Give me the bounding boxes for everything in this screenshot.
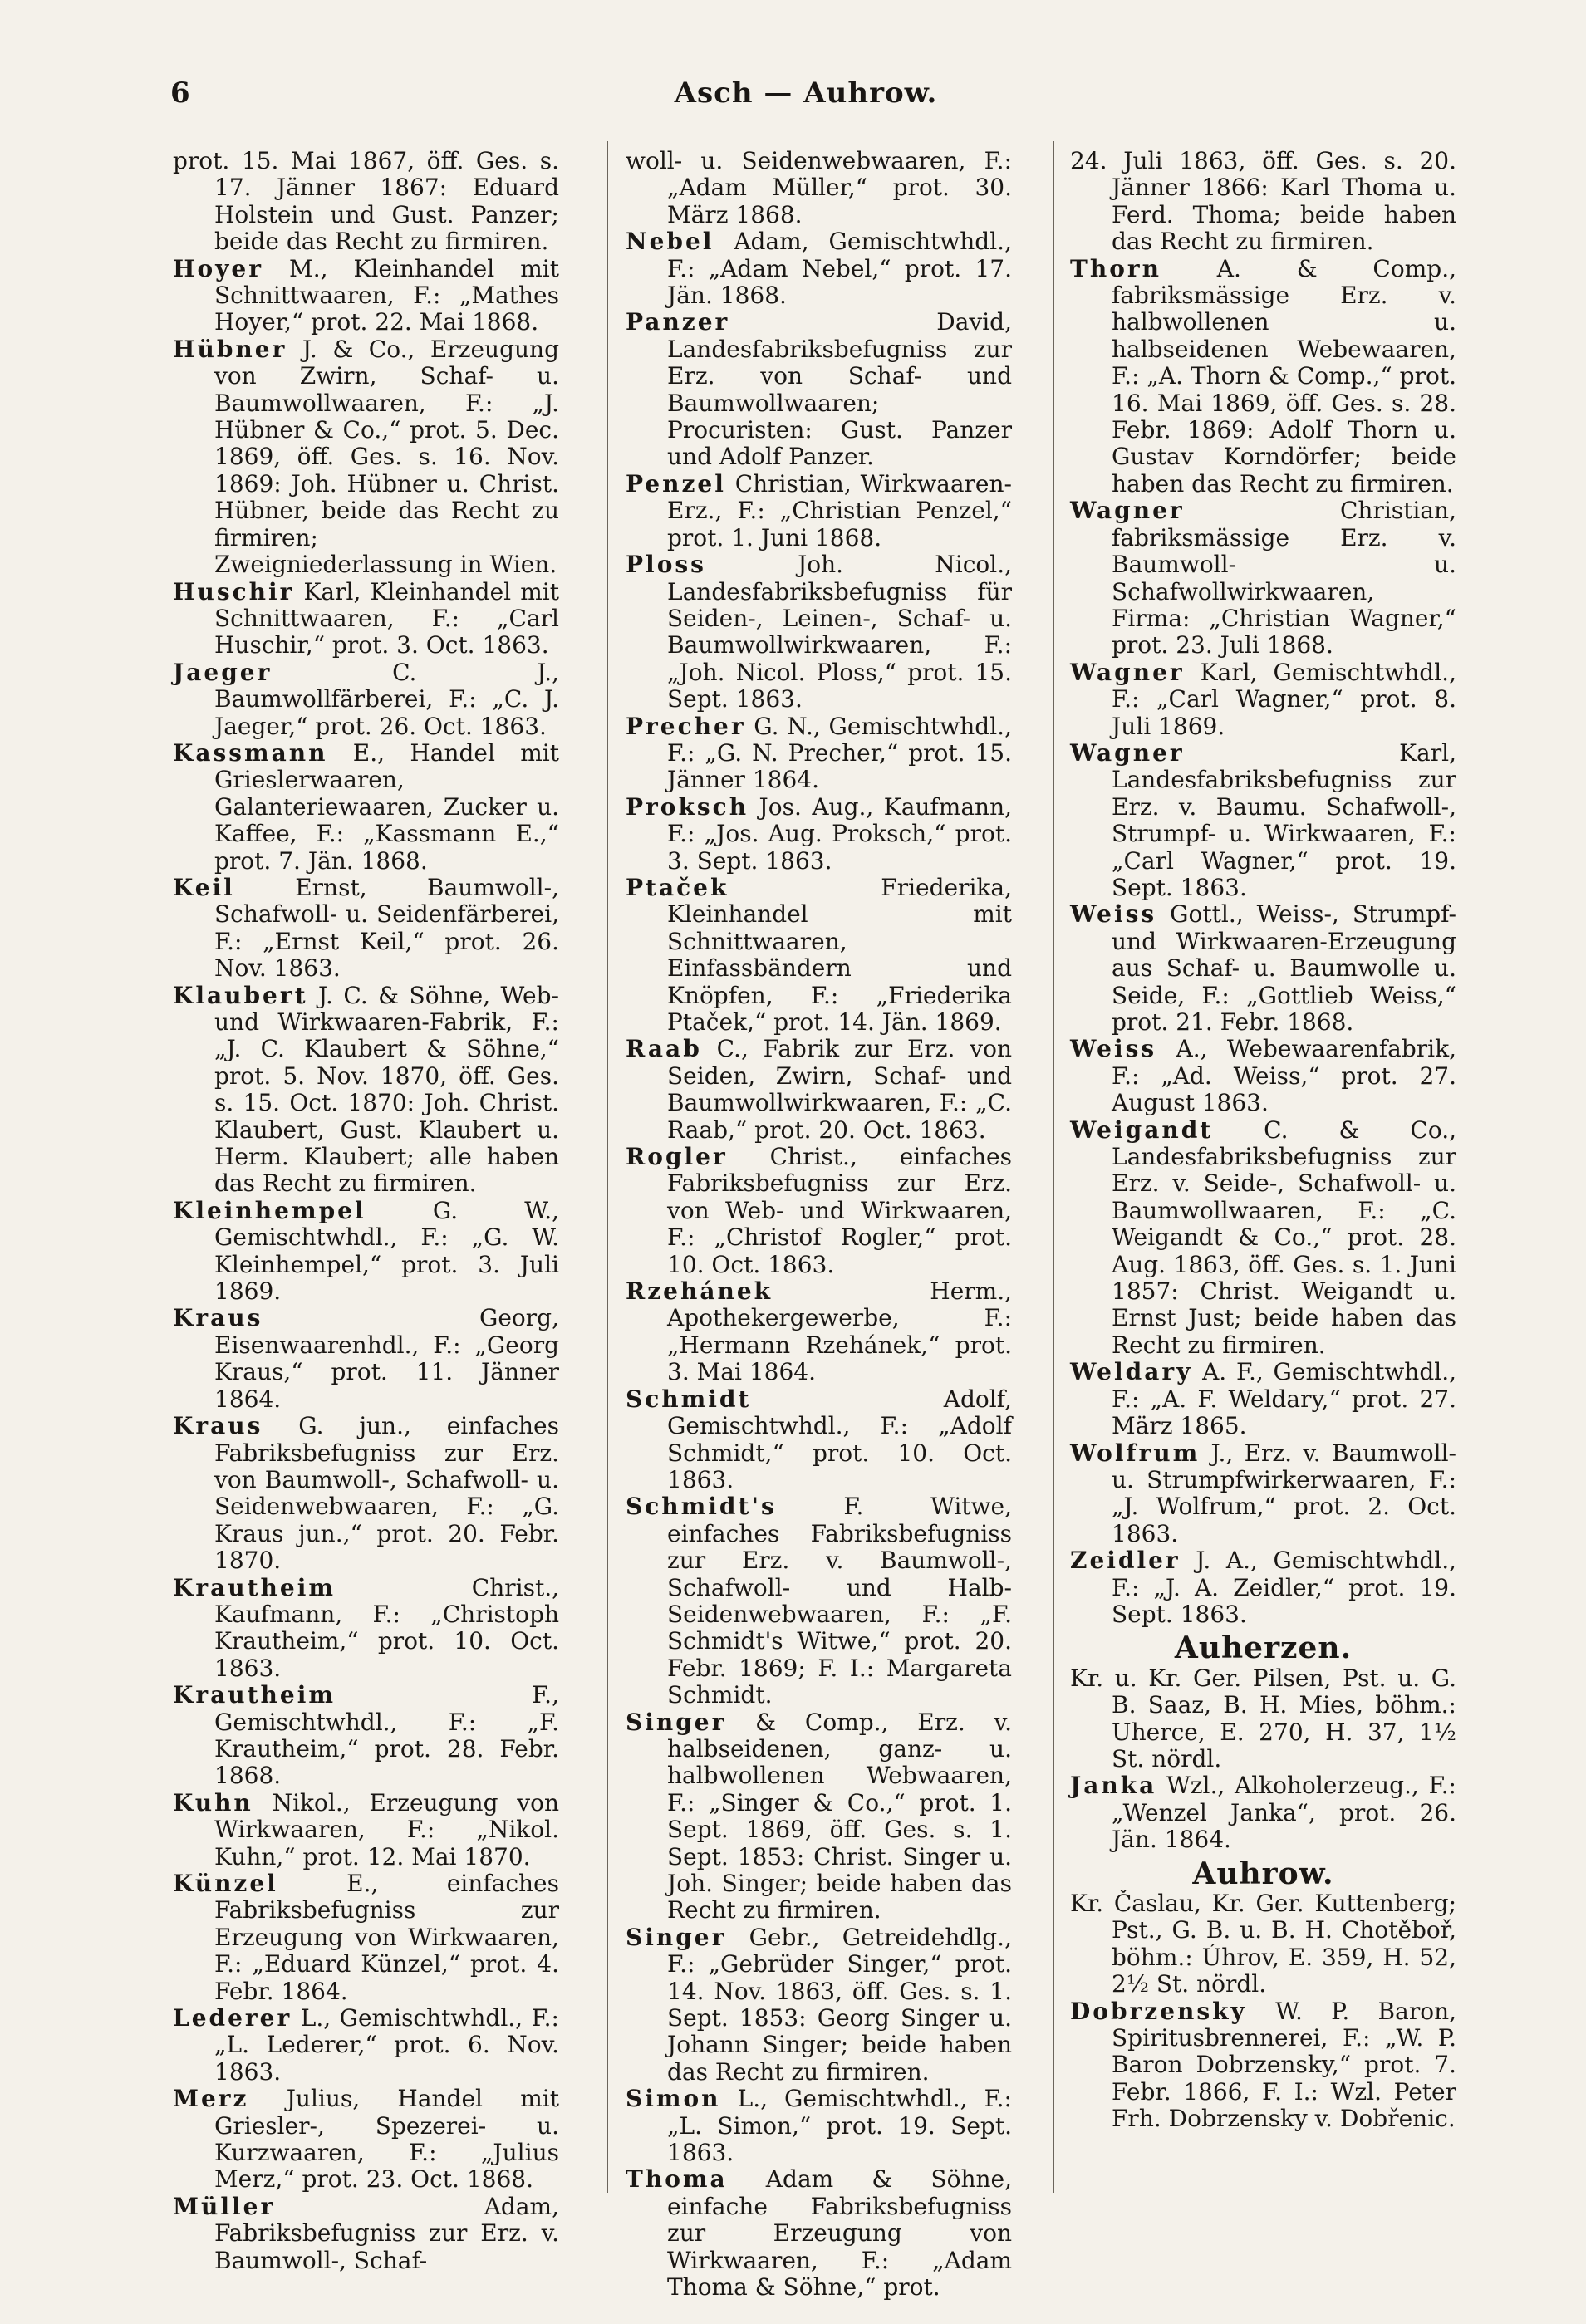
entry-name: Ploss [626, 551, 706, 579]
directory-entry [626, 228, 1012, 309]
entry-name: Simon [626, 2085, 721, 2113]
entry-name: Ptaček [626, 873, 729, 901]
entry-name: Proksch [626, 792, 749, 821]
entry-name: Wagner [1070, 497, 1185, 525]
entry-name: Precher [626, 712, 746, 740]
entry-text: J., Erz. v. Baumwoll- u. Strumpfwirkerwaaren, F.: „J. Wolfrum,“ prot. 2. Oct. 1863. [1112, 1439, 1456, 1547]
entry-text: J. A., Gemischtwhdl., F.: „J. A. Zeidler,“ prot. 19. Sept. 1863. [1112, 1547, 1456, 1628]
directory-entry [626, 1386, 1012, 1494]
entry-name: Panzer [626, 308, 730, 336]
directory-entry [173, 1682, 559, 1790]
entry-text: Gottl., Weiss-, Strumpf- und Wirkwaaren-Erzeugung aus Schaf- u. Baumwolle u. Seide, F.: „Gottlieb Weiss,“ prot. 21. Febr. 1868. [1112, 900, 1456, 1036]
entry-name: Kassmann [173, 738, 328, 767]
directory-entry [1070, 1117, 1456, 1360]
entry-text: F., Gemischtwhdl., F.: „F. Krautheim,“ prot. 28. Febr. 1868. [214, 1681, 559, 1790]
entry-text: woll- u. Seidenwebwaaren, F.: „Adam Müller,“ prot. 30. März 1868. [626, 147, 1012, 228]
entry-name: Kraus [173, 1412, 263, 1440]
entry-text: & Comp., Erz. v. halbseidenen, ganz- u. halbwollenen Webwaaren, F.: „Singer & Co.,“ prot. 1. Sept. 1869, öff. Ges. s. 1. Sept. 1853: Christ. Singer u. Joh. Singer; beide haben das Recht zu firmiren. [667, 1708, 1012, 1924]
directory-entry [626, 471, 1012, 552]
entry-name: Rogler [626, 1143, 728, 1171]
entry-name: Thorn [1070, 254, 1161, 282]
entry-text: C. J., Baumwollfärberei, F.: „C. J. Jaeger,“ prot. 26. Oct. 1863. [214, 658, 559, 740]
entry-text: Christian, Wirkwaaren-Erz., F.: „Christian Penzel,“ prot. 1. Juni 1868. [667, 469, 1012, 552]
entry-text: Kr. Časlau, Kr. Ger. Kuttenberg; Pst., G. B. u. B. H. Chotěboř, böhm.: Úhrov, E. 359, H. 52, 2½ St. nördl. [1070, 1890, 1456, 1998]
entry-name: Krautheim [173, 1681, 336, 1709]
directory-entry [173, 1413, 559, 1574]
directory-entry [626, 148, 1012, 228]
entry-text: Adam & Söhne, einfache Fabriksbefugniss zur Erzeugung von Wirkwaaren, F.: „Adam Thoma & Söhne,“ prot. [667, 2165, 1012, 2302]
column-divider [1053, 141, 1054, 2193]
directory-entry [1070, 148, 1456, 256]
directory-entry [173, 336, 559, 579]
directory-entry [1070, 1890, 1456, 1998]
entry-name: Lederer [173, 2004, 292, 2032]
entry-name: Singer [626, 1708, 727, 1736]
entry-text: Georg, Eisenwaarenhdl., F.: „Georg Kraus,“ prot. 11. Jänner 1864. [214, 1304, 559, 1413]
directory-entry [173, 1790, 559, 1870]
directory-entry [1070, 1547, 1456, 1628]
directory-entry [173, 1870, 559, 2005]
directory-entry [1070, 740, 1456, 901]
entry-text: A. F., Gemischtwhdl., F.: „A. F. Weldary,“ prot. 27. März 1865. [1112, 1358, 1456, 1440]
column-middle [626, 148, 1012, 2302]
entry-name: Wolfrum [1070, 1439, 1201, 1467]
directory-entry [1070, 1036, 1456, 1116]
directory-entry [173, 148, 559, 256]
entry-name: Künzel [173, 1870, 278, 1897]
directory-entry [626, 1144, 1012, 1278]
entry-name: Janka [1070, 1772, 1157, 1800]
entry-text: W. P. Baron, Spiritusbrennerei, F.: „W. P. Baron Dobrzensky,“ prot. 7. Febr. 1866, F. I.: Wzl. Peter Frh. Dobrzensky v. Dobřenic. [1112, 1997, 1456, 2133]
entry-name: Penzel [626, 469, 726, 498]
page-header [170, 76, 1441, 118]
entry-name: Müller [173, 2192, 276, 2220]
entry-text: prot. 15. Mai 1867, öff. Ges. s. 17. Jänner 1867: Eduard Holstein und Gust. Panzer; beide das Recht zu firmiren. [173, 147, 559, 256]
entry-text: M., Kleinhandel mit Schnittwaaren, F.: „Mathes Hoyer,“ prot. 22. Mai 1868. [214, 254, 559, 336]
entry-text: Adam, Fabriksbefugniss zur Erz. v. Baumwoll-, Schaf- [214, 2192, 559, 2274]
entry-text: E., einfaches Fabriksbefugniss zur Erzeugung von Wirkwaaren, F.: „Eduard Künzel,“ prot. 4. Febr. 1864. [214, 1870, 559, 2005]
directory-entry [626, 309, 1012, 470]
page-number: 6 [170, 76, 190, 110]
directory-entry [626, 2166, 1012, 2301]
directory-entry [626, 552, 1012, 713]
entry-name: Kuhn [173, 1788, 253, 1817]
entry-text: Friederika, Kleinhandel mit Schnittwaaren, Einfassbändern und Knöpfen, F.: „Friederika Ptaček,“ prot. 14. Jän. 1869. [667, 873, 1012, 1036]
directory-entry [173, 1575, 559, 1683]
entry-text: F. Witwe, einfaches Fabriksbefugniss zur Erz. v. Baumwoll-, Schafwoll- und Halb-Seidenwebwaaren, F.: „F. Schmidt's Witwe,“ prot. 20. Febr. 1869; F. I.: Margareta Schmidt. [667, 1493, 1012, 1709]
directory-entry [1070, 498, 1456, 659]
entry-text: Karl, Landesfabriksbefugniss zur Erz. v. Baumu. Schafwoll-, Strumpf- u. Wirkwaaren, F.: „Carl Wagner,“ prot. 19. Sept. 1863. [1112, 738, 1456, 901]
entry-name: Jaeger [173, 658, 273, 686]
entry-name: Wagner [1070, 738, 1185, 767]
entry-name: Weldary [1070, 1358, 1193, 1386]
entry-text: Julius, Handel mit Griesler-, Spezerei- u. Kurzwaaren, F.: „Julius Merz,“ prot. 23. Oct. 1868. [214, 2085, 559, 2194]
directory-entry [1070, 1359, 1456, 1439]
entry-name: Weiss [1070, 900, 1157, 929]
directory-entry [626, 1924, 1012, 2086]
entry-text: Adam, Gemischtwhdl., F.: „Adam Nebel,“ prot. 17. Jän. 1868. [667, 228, 1012, 310]
entry-text: Karl, Kleinhandel mit Schnittwaaren, F.: „Carl Huschir,“ prot. 3. Oct. 1863. [214, 577, 559, 659]
entry-text: C. & Co., Landesfabriksbefugniss zur Erz. v. Seide-, Schafwoll- u. Baumwollwaaren, F.: „C. Weigandt & Co.,“ prot. 28. Aug. 1863, öff. Ges. s. 1. Juni 1857: Christ. Weigandt u. Ernst Just; beide haben das Recht zu firmiren. [1112, 1115, 1456, 1359]
entry-name: Weiss [1070, 1035, 1157, 1063]
entry-name: Merz [173, 2085, 249, 2113]
directory-entry [626, 1278, 1012, 1386]
entry-text: Gebr., Getreidehdlg., F.: „Gebrüder Singer,“ prot. 14. Nov. 1863, öff. Ges. s. 1. Sept. 1853: Georg Singer u. Johann Singer; beide haben das Recht zu firmiren. [667, 1923, 1012, 2086]
entry-name: Thoma [626, 2165, 728, 2194]
entry-name: Raab [626, 1035, 702, 1063]
entry-text: 24. Juli 1863, öff. Ges. s. 20. Jänner 1866: Karl Thoma u. Ferd. Thoma; beide haben das Recht zu firmiren. [1070, 147, 1456, 256]
entry-text: A., Webewaarenfabrik, F.: „Ad. Weiss,“ prot. 27. August 1863. [1112, 1035, 1456, 1117]
entry-text: G. N., Gemischtwhdl., F.: „G. N. Precher,“ prot. 15. Jänner 1864. [667, 712, 1012, 794]
directory-entry [173, 875, 559, 983]
entry-name: Kraus [173, 1304, 263, 1332]
entry-name: Huschir [173, 577, 295, 606]
entry-name: Klaubert [173, 981, 308, 1009]
directory-entry [626, 1493, 1012, 1709]
entry-text: L., Gemischtwhdl., F.: „L. Lederer,“ prot. 6. Nov. 1863. [214, 2004, 559, 2086]
entry-text: L., Gemischtwhdl., F.: „L. Simon,“ prot. 19. Sept. 1863. [667, 2085, 1012, 2167]
column-right [1070, 148, 1456, 2133]
entry-text: A. & Comp., fabriksmässige Erz. v. halbwollenen u. halbseidenen Webewaaren, F.: „A. Thorn & Comp.,“ prot. 16. Mai 1869, öff. Ges. s. 28. Febr. 1869: Adolf Thorn u. Gustav Korndörfer; beide haben das Recht zu firmiren. [1112, 254, 1456, 498]
entry-name: Nebel [626, 228, 714, 256]
directory-entry [173, 983, 559, 1198]
directory-entry [1070, 901, 1456, 1036]
entry-name: Schmidt's [626, 1493, 777, 1521]
directory-entry [173, 579, 559, 659]
directory-entry [626, 794, 1012, 875]
entry-name: Dobrzensky [1070, 1997, 1247, 2025]
entry-name: Singer [626, 1923, 727, 1951]
directory-entry [173, 2194, 559, 2274]
directory-entry [626, 1709, 1012, 1924]
entry-name: Wagner [1070, 658, 1185, 686]
entry-name: Schmidt [626, 1385, 752, 1413]
directory-entry [1070, 1772, 1456, 1853]
entry-text: G. W., Gemischtwhdl., F.: „G. W. Kleinhempel,“ prot. 3. Juli 1869. [214, 1196, 559, 1306]
entry-text: E., Handel mit Grieslerwaaren, Galanteriewaaren, Zucker u. Kaffee, F.: „Kassmann E.,“ prot. 7. Jän. 1868. [214, 738, 559, 875]
entry-text: J. & Co., Erzeugung von Zwirn, Schaf- u. Baumwollwaaren, F.: „J. Hübner & Co.,“ prot. 5. Dec. 1869, öff. Ges. s. 16. Nov. 1869: Joh. Hübner u. Christ. Hübner, beide das Recht zu firmiren; Zweigniederlassung in Wien. [214, 335, 559, 579]
entry-text: C., Fabrik zur Erz. von Seiden, Zwirn, Schaf- und Baumwollwirkwaaren, F.: „C. Raab,“ prot. 20. Oct. 1863. [667, 1035, 1012, 1144]
entry-text: Christ., einfaches Fabriksbefugniss zur Erz. von Web- und Wirkwaaren, F.: „Christof Rogler,“ prot. 10. Oct. 1863. [667, 1143, 1012, 1278]
directory-entry [626, 2086, 1012, 2166]
entry-text: Jos. Aug., Kaufmann, F.: „Jos. Aug. Proksch,“ prot. 3. Sept. 1863. [667, 792, 1012, 875]
place-heading: Auherzen. [1174, 1630, 1353, 1666]
directory-entry [1070, 1440, 1456, 1548]
entry-text: David, Landesfabriksbefugniss zur Erz. von Schaf- und Baumwollwaaren; Procuristen: Gust. Panzer und Adolf Panzer. [667, 308, 1012, 471]
directory-entry [173, 2086, 559, 2194]
place-heading: Auhrow. [1192, 1856, 1334, 1891]
directory-entry [626, 1036, 1012, 1144]
entry-name: Krautheim [173, 1573, 336, 1601]
directory-entry [173, 740, 559, 875]
entry-text: Christian, fabriksmässige Erz. v. Baumwoll- u. Schafwollwirkwaaren, Firma: „Christian Wagner,“ prot. 23. Juli 1868. [1112, 497, 1456, 659]
entry-text: Nikol., Erzeugung von Wirkwaaren, F.: „Nikol. Kuhn,“ prot. 12. Mai 1870. [214, 1788, 559, 1870]
running-head: Asch — Auhrow. [674, 76, 938, 110]
entry-name: Zeidler [1070, 1547, 1181, 1575]
entry-name: Hübner [173, 335, 287, 363]
entry-text: Kr. u. Kr. Ger. Pilsen, Pst. u. G. B. Saaz, B. H. Mies, böhm.: Uherce, E. 270, H. 37, 1½ St. nördl. [1070, 1664, 1456, 1772]
entry-text: Christ., Kaufmann, F.: „Christoph Krautheim,“ prot. 10. Oct. 1863. [214, 1573, 559, 1682]
column-divider [607, 141, 608, 2193]
entry-text: Karl, Gemischtwhdl., F.: „Carl Wagner,“ prot. 8. Juli 1869. [1112, 658, 1456, 740]
directory-entry [626, 713, 1012, 794]
directory-entry [173, 256, 559, 336]
entry-name: Rzehánek [626, 1277, 773, 1306]
directory-entry [173, 2005, 559, 2086]
entry-text: Ernst, Baumwoll-, Schafwoll- u. Seidenfärberei, F.: „Ernst Keil,“ prot. 26. Nov. 1863. [214, 873, 559, 983]
entry-text: G. jun., einfaches Fabriksbefugniss zur Erz. von Baumwoll-, Schafwoll- u. Seidenwebwaaren, F.: „G. Kraus jun.,“ prot. 20. Febr. 1870. [214, 1412, 559, 1575]
entry-text: J. C. & Söhne, Web- und Wirkwaaren-Fabrik, F.: „J. C. Klaubert & Söhne,“ prot. 5. Nov. 1870, öff. Ges. s. 15. Oct. 1870: Joh. Christ. Klaubert, Gust. Klaubert u. Herm. Klaubert; alle haben das Recht zu firmiren. [214, 981, 559, 1198]
entry-text: Herm., Apothekergewerbe, F.: „Hermann Rzehánek,“ prot. 3. Mai 1864. [667, 1277, 1012, 1386]
entry-name: Hoyer [173, 254, 263, 282]
directory-entry [1070, 1665, 1456, 1773]
entry-name: Keil [173, 873, 235, 901]
entry-text: Adolf, Gemischtwhdl., F.: „Adolf Schmidt,“ prot. 10. Oct. 1863. [667, 1385, 1012, 1493]
directory-entry [1070, 256, 1456, 498]
entry-name: Kleinhempel [173, 1196, 366, 1224]
entry-name: Weigandt [1070, 1115, 1214, 1144]
entry-text: Wzl., Alkoholerzeug., F.: „Wenzel Janka“, prot. 26. Jän. 1864. [1112, 1772, 1456, 1854]
directory-entry [173, 659, 559, 740]
directory-entry [1070, 1998, 1456, 2133]
directory-entry [626, 875, 1012, 1036]
directory-entry [173, 1305, 559, 1413]
directory-entry [1070, 659, 1456, 740]
directory-entry [173, 1198, 559, 1306]
entry-text: Joh. Nicol., Landesfabriksbefugniss für Seiden-, Leinen-, Schaf- u. Baumwollwirkwaaren, F.: „Joh. Nicol. Ploss,“ prot. 15. Sept. 1863. [667, 551, 1012, 713]
column-left [173, 148, 559, 2274]
